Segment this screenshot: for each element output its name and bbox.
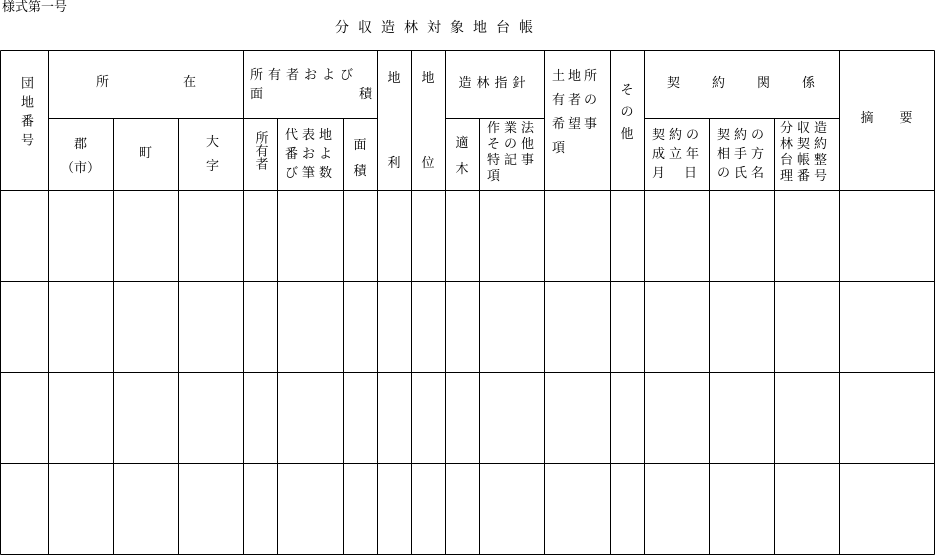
header-seiritsu bbox=[652, 126, 708, 183]
header-tekiboku-2: 木 bbox=[455, 162, 469, 177]
header-sonota-3: 他 bbox=[620, 127, 634, 142]
header-sagyo-2: その他 bbox=[487, 137, 539, 152]
header-shozai bbox=[48, 74, 243, 96]
header-tekiboku bbox=[445, 131, 479, 183]
header-sagyo bbox=[487, 121, 543, 185]
header-kibo bbox=[552, 65, 610, 161]
header-sagyo-1: 作業法 bbox=[487, 121, 539, 136]
table-row[interactable] bbox=[1, 191, 934, 281]
header-kibo-2: 有者の bbox=[552, 93, 601, 108]
header-keiyaku-kankei bbox=[644, 75, 848, 95]
header-sagyo-4: 項 bbox=[487, 169, 501, 184]
header-danchi-bango-text: 団地番号 bbox=[18, 76, 33, 152]
header-tekiyo: 摘 要 bbox=[860, 111, 913, 126]
table-row[interactable] bbox=[1, 373, 934, 463]
header-aite bbox=[717, 126, 773, 183]
header-keiyaku-kankei-text: 契約関係 bbox=[667, 76, 848, 91]
header-daicho-1: 分収造 bbox=[780, 121, 832, 136]
header-owner-text: 所有者 bbox=[252, 131, 268, 170]
header-daicho-2: 林契約 bbox=[780, 137, 832, 152]
table-row[interactable] bbox=[1, 464, 934, 554]
header-chiri-top: 地 bbox=[387, 71, 401, 86]
header-aite-3: の氏名 bbox=[717, 166, 769, 181]
header-gun-shi bbox=[48, 133, 113, 181]
header-oaza bbox=[200, 131, 225, 179]
header-oaza-2: 字 bbox=[205, 159, 219, 174]
header-owner-area-men: 面 bbox=[250, 87, 264, 102]
header-tekiboku-1: 適 bbox=[455, 136, 469, 151]
header-shozai-left: 所 bbox=[96, 75, 110, 90]
header-oaza-1: 大 bbox=[205, 135, 219, 150]
header-chiri-bottom: 利 bbox=[387, 156, 401, 171]
header-owner-area bbox=[250, 66, 374, 106]
header-shi-text: （市） bbox=[60, 161, 100, 176]
header-shozai-right: 在 bbox=[183, 75, 197, 90]
header-seiritsu-3: 月 日 bbox=[652, 166, 701, 181]
header-gun-text: 郡 bbox=[73, 137, 87, 152]
header-sagyo-3: 特記事 bbox=[487, 153, 539, 168]
header-danchi-bango bbox=[16, 76, 34, 152]
header-daicho-4: 理番号 bbox=[780, 169, 832, 184]
header-owner-area-line2 bbox=[250, 86, 374, 106]
header-daicho-3: 台帳整 bbox=[780, 153, 832, 168]
header-sonota-2: の bbox=[620, 105, 634, 120]
header-seiritsu-2: 成立年 bbox=[652, 147, 704, 162]
header-menseki bbox=[343, 133, 377, 185]
header-daicho bbox=[780, 121, 838, 185]
header-sonota bbox=[610, 80, 644, 146]
header-kibo-4: 項 bbox=[552, 141, 566, 156]
page-title: 分収造林対象地台帳 bbox=[335, 20, 542, 36]
header-kibo-1: 土地所 bbox=[552, 69, 601, 84]
header-chii-top: 地 bbox=[421, 71, 435, 86]
header-chiban-3: び筆数 bbox=[285, 166, 337, 181]
header-aite-1: 契約の bbox=[717, 128, 769, 143]
header-sonota-1: そ bbox=[620, 83, 634, 98]
header-owner bbox=[251, 131, 269, 174]
header-seiritsu-1: 契約の bbox=[652, 128, 704, 143]
header-chiban bbox=[285, 126, 341, 183]
header-chiban-1: 代表地 bbox=[285, 128, 337, 143]
header-kibo-3: 希望事 bbox=[552, 117, 601, 132]
header-chii-bottom: 位 bbox=[421, 156, 435, 171]
header-menseki-2: 積 bbox=[353, 164, 367, 179]
header-chiban-2: 番およ bbox=[285, 147, 337, 162]
header-machi: 町 bbox=[138, 146, 152, 161]
header-zorin-shishin: 造林指針 bbox=[458, 76, 531, 91]
header-menseki-1: 面 bbox=[353, 138, 367, 153]
header-owner-area-seki: 積 bbox=[358, 87, 372, 102]
header-owner-area-line1: 所有者および bbox=[250, 68, 359, 83]
form-number: 様式第一号 bbox=[2, 0, 68, 15]
table-row[interactable] bbox=[1, 282, 934, 372]
header-aite-2: 相手方 bbox=[717, 147, 769, 162]
